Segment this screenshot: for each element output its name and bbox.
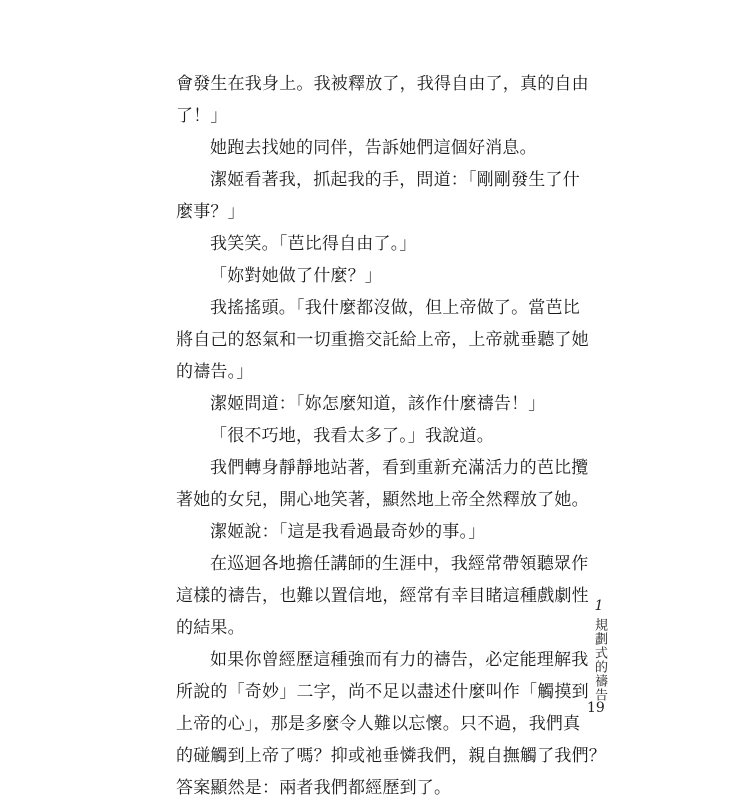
text-line: 如果你曾經歷這種強而有力的禱告，必定能理解我 <box>210 650 589 670</box>
text-line: 上帝的心」，那是多麼令人難以忘懷。只不過，我們真 <box>176 714 581 734</box>
text-line: 「很不巧地，我看太多了。」我說道。 <box>210 426 494 446</box>
text-line: 我笑笑。「芭比得自由了。」 <box>210 234 417 254</box>
text-line: 著她的女兒，開心地笑著，顯然地上帝全然釋放了她。 <box>176 490 589 510</box>
text-line: 答案顯然是：兩者我們都經歷到了。 <box>176 778 452 798</box>
page-number: 19 <box>587 700 605 716</box>
text-line: 的碰觸到上帝了嗎？抑或祂垂憐我們，親自撫觸了我們？ <box>176 746 606 766</box>
text-line: 我們轉身靜靜地站著，看到重新充滿活力的芭比攬 <box>210 458 589 478</box>
text-line: 這樣的禱告，也難以置信地，經常有幸目睹這種戲劇性 <box>176 586 589 606</box>
text-line: 的結果。 <box>176 618 245 638</box>
text-line: 了！」 <box>176 106 228 126</box>
text-line: 的禱告。」 <box>176 362 254 382</box>
text-line: 我搖搖頭。「我什麼都沒做，但上帝做了。當芭比 <box>210 298 580 318</box>
text-line: 麼事？」 <box>176 202 245 222</box>
text-line: 所說的「奇妙」二字，尚不足以盡述什麼叫作「觸摸到 <box>176 682 589 702</box>
text-line: 潔姬看著我，抓起我的手，問道：「剛剛發生了什 <box>210 170 580 190</box>
text-line: 在巡迴各地擔任講師的生涯中，我經常帶領聽眾作 <box>210 554 589 574</box>
text-line: 潔姬說：「這是我看過最奇妙的事。」 <box>210 522 486 542</box>
text-line: 「妳對她做了什麼？」 <box>210 266 382 286</box>
text-line: 她跑去找她的同伴，告訴她們這個好消息。 <box>210 138 537 158</box>
text-line: 潔姬問道：「妳怎麼知道，該作什麼禱告！」 <box>210 394 546 414</box>
chapter-side-tab <box>588 598 610 702</box>
chapter-number: 1 <box>594 598 604 614</box>
chapter-title: 規劃式的禱告 <box>592 618 607 702</box>
text-line: 將自己的怒氣和一切重擔交託給上帝，上帝就垂聽了她 <box>176 330 589 350</box>
text-line: 會發生在我身上。我被釋放了，我得自由了，真的自由 <box>176 74 589 94</box>
